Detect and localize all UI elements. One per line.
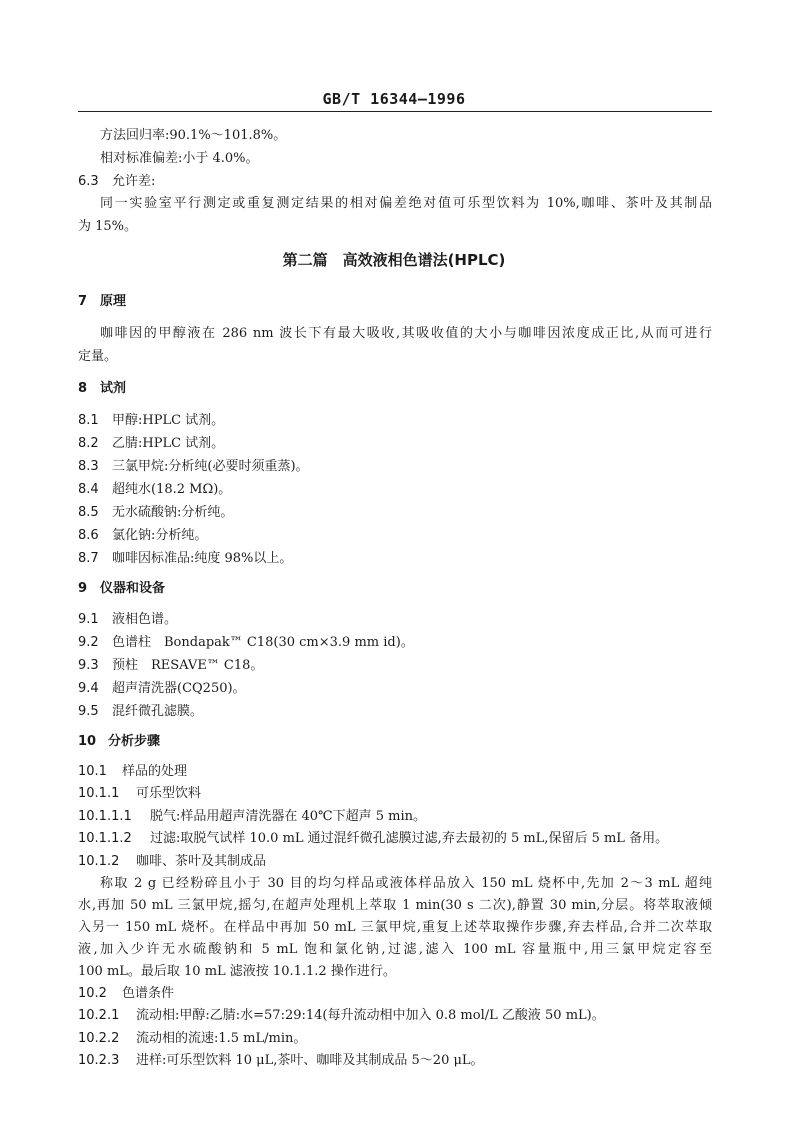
item-text: 脱气:样品用超声清洗器在 40℃下超声 5 min。 [150,809,426,824]
item-text: 咖啡、茶叶及其制成品 [136,854,267,869]
item-number: 10.1.1.2 [78,831,132,846]
item-text: 进样:可乐型饮料 10 μL,茶叶、咖啡及其制成品 5～20 μL。 [136,1053,484,1068]
item-text: 超纯水(18.2 MΩ)。 [112,482,232,497]
item-number: 8.1 [78,413,99,428]
section-6-3-text-line-1: 同一实验室平行测定或重复测定结果的相对偏差绝对值可乐型饮料为 10%,咖啡、茶叶及其制品 [100,196,712,211]
item-text: 三氯甲烷:分析纯(必要时须重蒸)。 [112,459,309,474]
list-item [78,681,246,697]
item-number: 10.2.2 [78,1031,120,1046]
section-title: 分析步骤 [108,734,161,749]
item-text: 超声清洗器(CQ250)。 [112,681,246,696]
section-title: 原理 [100,294,127,309]
section-10-heading [78,734,160,750]
section-6-3-heading [78,174,155,190]
section-number: 10 [78,734,97,749]
list-item [78,482,231,498]
item-text: 过滤:取脱气试样 10.0 mL 通过混纤微孔滤膜过滤,弃去最初的 5 mL,保留后 5 mL 备用。 [150,831,669,846]
section-number: 8 [78,381,88,396]
item-number: 8.5 [78,505,99,520]
paragraph-line: 入另一 150 mL 烧杯。在样品中再加 50 mL 三氯甲烷,重复上述萃取操作步骤,弃去样品,合并二次萃取 [78,920,712,935]
section-8-heading [78,381,126,397]
subsection-10-2-3 [78,1053,484,1069]
item-number: 8.7 [78,551,99,566]
list-item [78,551,292,567]
subsection-10-1-2 [78,854,266,870]
item-number: 8.4 [78,482,99,497]
item-text: 色谱柱 Bondapak™ C18(30 cm×3.9 mm id)。 [112,635,414,650]
item-text: 预柱 RESAVE™ C18。 [112,658,264,673]
item-text: 咖啡因标准品:纯度 98%以上。 [112,551,293,566]
list-item [78,413,224,429]
list-item [78,505,233,521]
item-text: 流动相:甲醇:乙腈:水=57:29:14(每升流动相中加入 0.8 mol/L 乙酸液 50 mL)。 [136,1008,605,1023]
section-title: 仪器和设备 [100,581,166,596]
item-number: 9.1 [78,612,99,627]
item-text: 样品的处理 [122,764,188,779]
item-number: 9.3 [78,658,99,673]
item-number: 10.1.1.1 [78,809,132,824]
subsection-10-1-1 [78,786,201,802]
item-text: 可乐型饮料 [136,786,202,801]
subsection-10-2-2 [78,1031,306,1047]
subsection-10-1 [78,764,187,780]
section-number: 6.3 [78,174,99,189]
list-item [78,635,414,651]
list-item [78,612,177,628]
subsection-10-2 [78,986,174,1002]
item-number: 8.6 [78,528,99,543]
header-rule [78,111,712,112]
paragraph-line: 液,加入少许无水硫酸钠和 5 mL 饱和氯化钠,过滤,滤入 100 mL 容量瓶中,用三氯甲烷定容至 [78,942,712,957]
section-7-text-line-1: 咖啡因的甲醇液在 286 nm 波长下有最大吸收,其吸收值的大小与咖啡因浓度成正比,从而可进行 [100,326,712,341]
subsection-10-1-1-1 [78,809,426,825]
item-text: 液相色谱。 [112,612,178,627]
item-number: 10.2.1 [78,1008,120,1023]
section-6-3-text-line-2: 为 15%。 [78,219,138,234]
item-number: 10.1.2 [78,854,120,869]
item-number: 8.3 [78,459,99,474]
paragraph-line: 称取 2 g 已经粉碎且小于 30 目的均匀样品或液体样品放入 150 mL 烧杯中,先加 2～3 mL 超纯 [100,876,712,891]
section-7-text-line-2: 定量。 [78,349,118,364]
item-number: 9.4 [78,681,99,696]
item-number: 10.2 [78,986,107,1001]
item-text: 流动相的流速:1.5 mL/min。 [136,1031,307,1046]
paragraph-line: 100 mL。最后取 10 mL 滤液按 10.1.1.2 操作进行。 [78,964,396,979]
item-number: 9.5 [78,704,99,719]
part-title: 第二篇 高效液相色谱法(HPLC) [282,251,506,269]
section-7-heading [78,294,126,310]
item-text: 色谱条件 [122,986,175,1001]
section-9-heading [78,581,165,597]
standard-code-header: GB/T 16344—1996 [322,90,466,108]
list-item [78,459,309,475]
item-text: 甲醇:HPLC 试剂。 [112,413,225,428]
item-text: 混纤微孔滤膜。 [112,704,204,719]
list-item [78,436,224,452]
item-number: 8.2 [78,436,99,451]
item-text: 无水硫酸钠:分析纯。 [112,505,234,520]
recovery-line: 方法回归率:90.1%～101.8%。 [100,128,287,143]
item-number: 10.1.1 [78,786,120,801]
subsection-10-2-1 [78,1008,605,1024]
item-number: 9.2 [78,635,99,650]
item-number: 10.1 [78,764,107,779]
section-title: 试剂 [100,381,127,396]
list-item [78,704,203,720]
list-item [78,658,263,674]
item-text: 乙腈:HPLC 试剂。 [112,436,225,451]
item-text: 氯化钠:分析纯。 [112,528,208,543]
section-title: 允许差: [112,174,156,189]
paragraph-line: 水,再加 50 mL 三氯甲烷,摇匀,在超声处理机上萃取 1 min(30 s 二次),静置 30 min,分层。将萃取液倾 [78,898,712,913]
rsd-line: 相对标准偏差:小于 4.0%。 [100,151,259,166]
item-number: 10.2.3 [78,1053,120,1068]
section-number: 7 [78,294,88,309]
subsection-10-1-1-2 [78,831,668,847]
list-item [78,528,207,544]
section-number: 9 [78,581,88,596]
